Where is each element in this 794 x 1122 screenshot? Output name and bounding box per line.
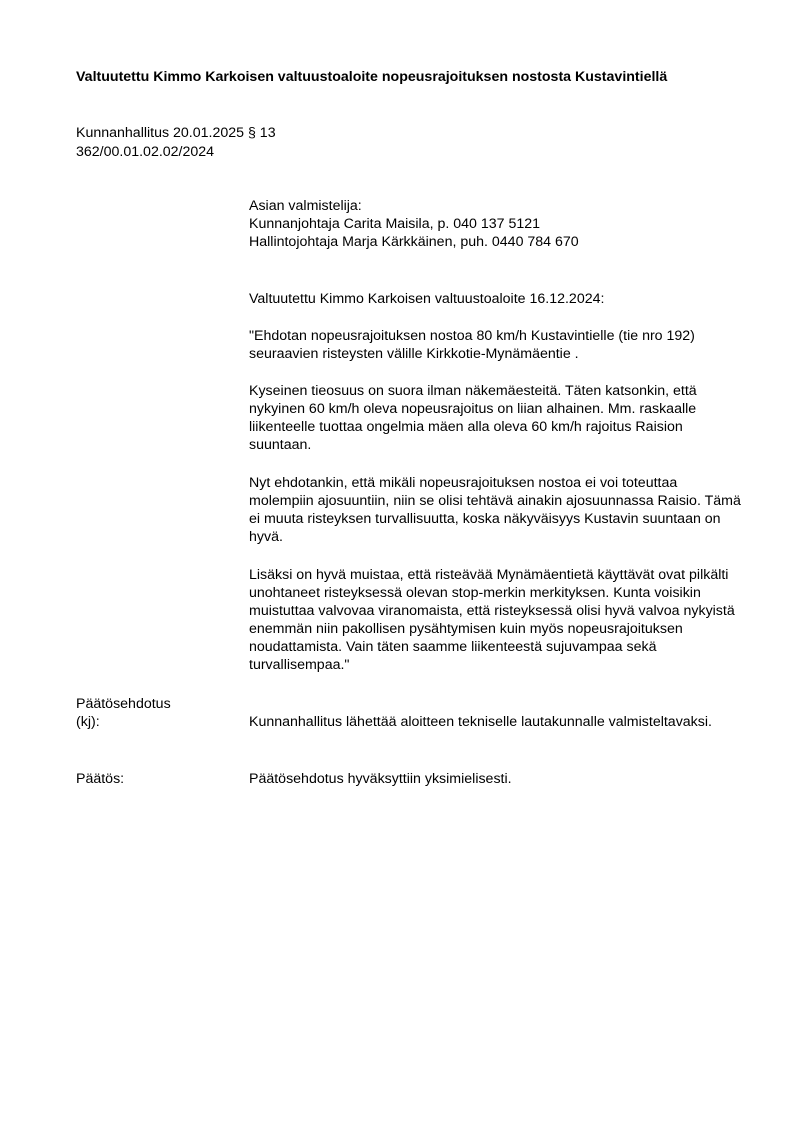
- proposal-label-line: Päätösehdotus: [76, 696, 171, 712]
- preparer-line: Hallintojohtaja Marja Kärkkäinen, puh. 0440 784 670: [249, 234, 579, 250]
- proposal-label: [76, 695, 171, 731]
- initiative-paragraph: Nyt ehdotankin, että mikäli nopeusrajoituksen nostoa ei voi toteuttaa molempiin ajosuuntiin, niin se olisi tehtävä ainakin ajosuunnassa Raisio. Tämä ei muuta risteyksen turvallisuutta, koska näkyväisyys Kustavin suuntaan on hyvä.: [249, 475, 741, 545]
- decision-label: Päätös:: [76, 771, 125, 787]
- document-title: Valtuutettu Kimmo Karkoisen valtuustoaloite nopeusrajoituksen nostosta Kustavintiellä: [76, 69, 668, 85]
- meeting-meta: [76, 124, 276, 162]
- proposal-label-line: (kj):: [76, 714, 100, 730]
- meeting-reference: Kunnanhallitus 20.01.2025 § 13: [76, 125, 276, 141]
- initiative-paragraph: Lisäksi on hyvä muistaa, että risteävää Mynämäentietä käyttävät ovat pilkälti unohtaneet risteyksessä olevan stop-merkin merkityksen. Kunta voisikin muistuttaa valvovaa viranomaista, että risteyksessä olisi hyvä valvoa nykyistä enemmän niin pakollisen pysähtymisen kuin myös nopeusrajoituksen noudattamista. Vain täten saamme liikenteestä sujuvampaa sekä turvallisempaa.": [249, 567, 735, 673]
- initiative-paragraph: Kyseinen tieosuus on suora ilman näkemäesteitä. Täten katsonkin, että nykyinen 60 km/h oleva nopeusrajoitus on liian alhainen. Mm. raskaalle liikenteelle tuottaa ongelmia mäen alla oleva 60 km/h rajoitus Raision suuntaan.: [249, 383, 697, 453]
- initiative-paragraph: "Ehdotan nopeusrajoituksen nostoa 80 km/h Kustavintielle (tie nro 192) seuraavien risteysten välille Kirkkotie-Mynämäentie .: [249, 328, 695, 362]
- preparers-block: [249, 197, 741, 251]
- initiative-intro: Valtuutettu Kimmo Karkoisen valtuustoaloite 16.12.2024:: [249, 291, 605, 307]
- decision-text: Päätösehdotus hyväksyttiin yksimielisesti.: [249, 771, 512, 787]
- proposal-text: Kunnanhallitus lähettää aloitteen tekniselle lautakunnalle valmisteltavaksi.: [249, 714, 712, 730]
- record-number: 362/00.01.02.02/2024: [76, 144, 215, 160]
- preparer-line: Kunnanjohtaja Carita Maisila, p. 040 137 5121: [249, 216, 541, 232]
- preparers-heading: Asian valmistelija:: [249, 198, 362, 214]
